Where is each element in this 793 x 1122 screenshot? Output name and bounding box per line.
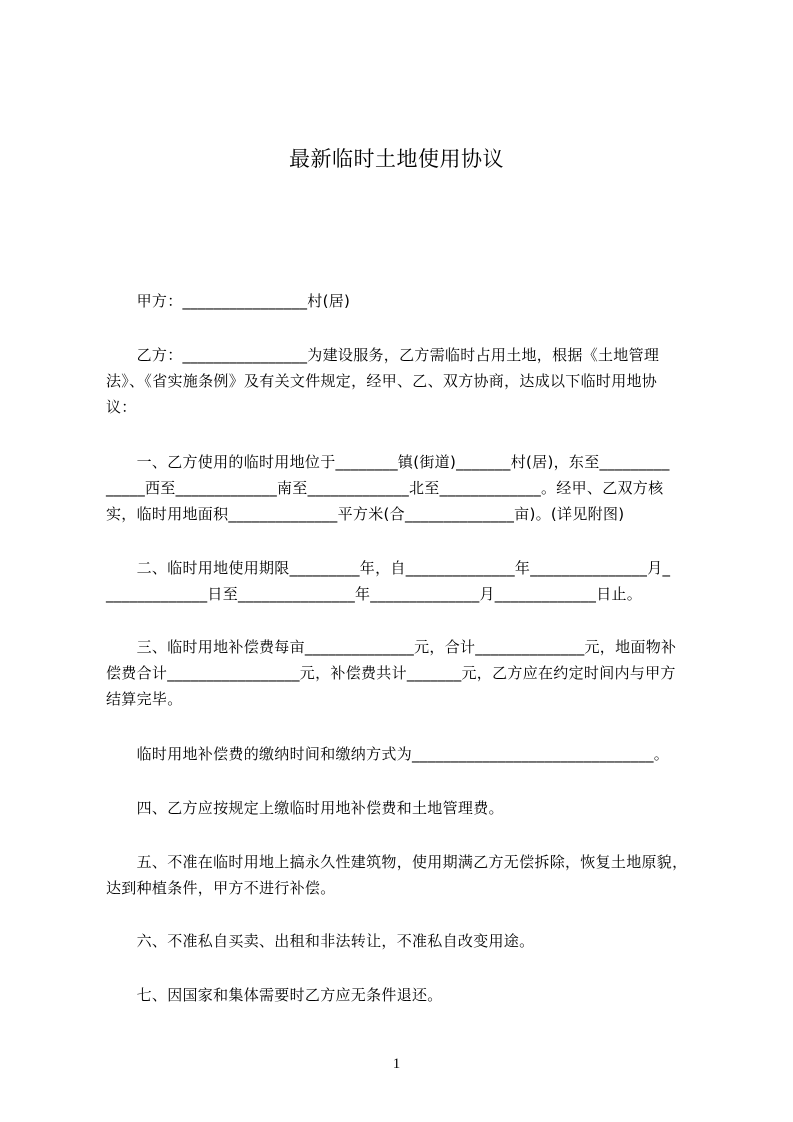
clause-2-line: 二、临时用地使用期限_________年，自______________年_______________月_ xyxy=(106,559,671,577)
payment-method-line: 临时用地补偿费的缴纳时间和缴纳方式为_______________________________。 xyxy=(106,745,670,763)
clause-6-line: 六、不准私自买卖、出租和非法转让，不准私自改变用途。 xyxy=(106,932,535,950)
clause-5-line: 达到种植条件，甲方不进行补偿。 xyxy=(106,879,336,897)
clause-1-line: 一、乙方使用的临时用地位于________镇(街道)_______村(居)，东至_________ xyxy=(106,453,670,471)
party-b-line: 议： xyxy=(106,398,137,416)
clause-1-line: _____西至_____________南至_____________北至_____________。经甲、乙双方核 xyxy=(106,479,664,497)
clause-4-line: 四、乙方应按规定上缴临时用地补偿费和土地管理费。 xyxy=(106,799,504,817)
clause-3-line: 结算完毕。 xyxy=(106,690,183,708)
page-number: 1 xyxy=(392,1056,401,1072)
clause-3-line: 偿费合计_________________元，补偿费共计_______元，乙方应在约定时间内与甲方 xyxy=(106,664,676,682)
party-b-line: 法》、《省实施条例》及有关文件规定，经甲、乙、双方协商，达成以下临时用地协 xyxy=(106,372,658,390)
clause-7-line: 七、因国家和集体需要时乙方应无条件退还。 xyxy=(106,986,443,1004)
clause-5-line: 五、不准在临时用地上搞永久性建筑物，使用期满乙方无偿拆除，恢复土地原貌， xyxy=(106,853,688,871)
party-b-line: 乙方：________________为建设服务，乙方需临时占用土地，根据《土地管理 xyxy=(106,346,660,364)
clause-2-line: _____________日至_______________年______________月_____________日止。 xyxy=(106,585,643,603)
document-title: 最新临时土地使用协议 xyxy=(289,147,504,171)
clause-3-line: 三、临时用地补偿费每亩______________元，合计______________元，地面物补 xyxy=(106,638,677,656)
party-a-line: 甲方：________________村(居) xyxy=(106,292,351,310)
clause-1-line: 实，临时用地面积______________平方米(合______________亩)。(详见附图) xyxy=(106,505,625,523)
